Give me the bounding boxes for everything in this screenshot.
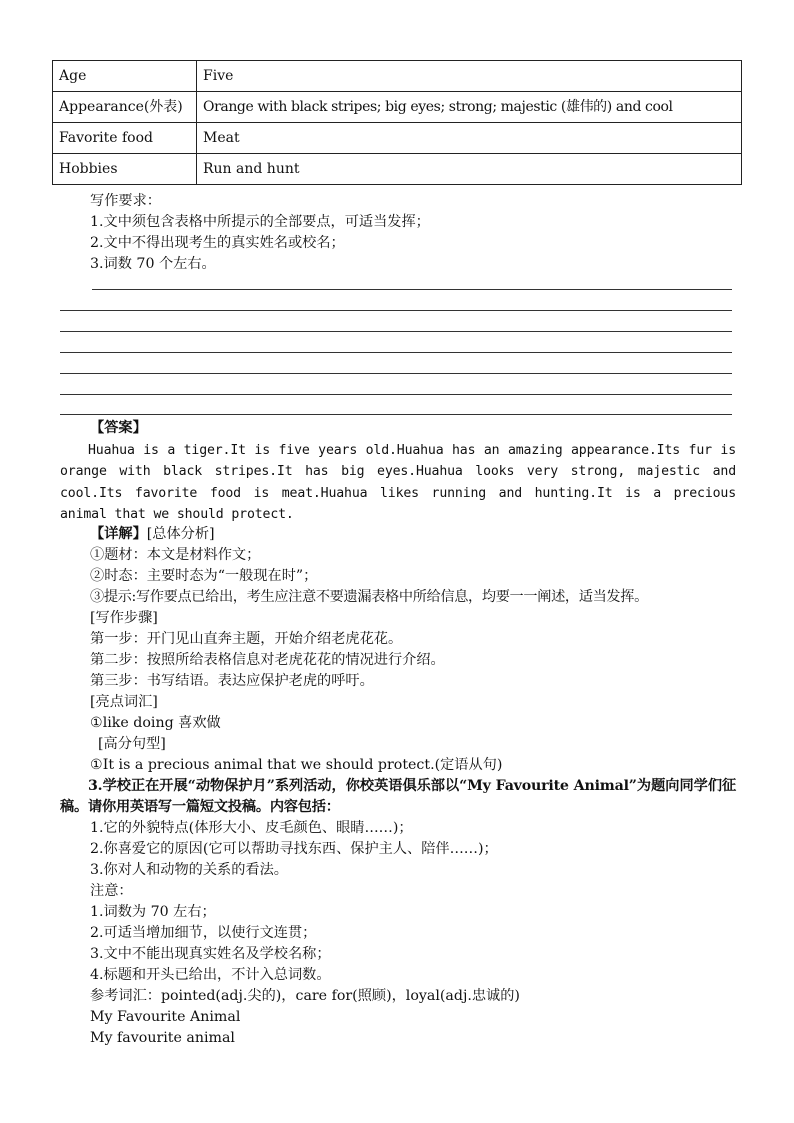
question3-item: 3.你对人和动物的关系的看法。 bbox=[90, 862, 288, 878]
note-item: 1.词数为 70 左右； bbox=[90, 904, 216, 920]
step-item: 第二步：按照所给表格信息对老虎花花的情况进行介绍。 bbox=[90, 652, 445, 668]
essay-title: My Favourite Animal bbox=[90, 1009, 241, 1025]
note-title: 注意： bbox=[90, 883, 133, 899]
table-key: Appearance(外表) bbox=[53, 92, 197, 123]
writing-line bbox=[60, 352, 732, 353]
note-item: 4.标题和开头已给出，不计入总词数。 bbox=[90, 967, 331, 983]
requirement-item: 2.文中不得出现考生的真实姓名或校名； bbox=[90, 235, 345, 251]
writing-line bbox=[60, 394, 732, 395]
writing-line bbox=[60, 331, 732, 332]
analysis-label: 【详解】 bbox=[90, 526, 147, 542]
question3-prompt bbox=[60, 776, 736, 819]
note-item: 3.文中不能出现真实姓名及学校名称； bbox=[90, 946, 331, 962]
analysis-point: ①题材：本文是材料作文； bbox=[90, 547, 261, 563]
answer-body: Huahua is a tiger.It is five years old.Huahua has an amazing appearance.Its fur is orange with black stripes.It has big eyes.Huahua looks very strong, majestic and cool.Its favorite food is meat.Huahua likes running and hunting.It is a precious animal that we should protect. bbox=[60, 443, 736, 522]
writing-line bbox=[60, 414, 732, 415]
question3-prompt-text: 3.学校正在开展“动物保护月”系列活动，你校英语俱乐部以“My Favourite Animal”为题向同学们征稿。请你用英语写一篇短文投稿。内容包括： bbox=[60, 778, 736, 816]
step-item: 第一步：开门见山直奔主题，开始介绍老虎花花。 bbox=[90, 631, 403, 647]
analysis-point: ③提示:写作要点已给出，考生应注意不要遗漏表格中所给信息，均要一一阐述，适当发挥。 bbox=[90, 589, 648, 605]
table-value: Five bbox=[197, 61, 742, 92]
answer-text bbox=[60, 440, 736, 525]
reference-vocab: 参考词汇：pointed(adj.尖的)，care for(照顾)，loyal(adj.忠诚的) bbox=[90, 988, 520, 1004]
steps-title: [写作步骤] bbox=[90, 610, 158, 626]
table-row bbox=[53, 154, 742, 185]
requirement-item: 1.文中须包含表格中所提示的全部要点，可适当发挥； bbox=[90, 214, 430, 230]
essay-opening: My favourite animal bbox=[90, 1030, 235, 1046]
tiger-info-table bbox=[52, 60, 742, 185]
table-key: Favorite food bbox=[53, 123, 197, 154]
table-row bbox=[53, 123, 742, 154]
note-item: 2.可适当增加细节，以使行文连贯； bbox=[90, 925, 317, 941]
writing-line bbox=[60, 373, 732, 374]
table-key: Age bbox=[53, 61, 197, 92]
sentence-title: [高分句型] bbox=[98, 736, 166, 752]
table-row bbox=[53, 92, 742, 123]
analysis-point: ②时态：主要时态为“一般现在时”； bbox=[90, 568, 318, 584]
table-value: Meat bbox=[197, 123, 742, 154]
vocab-title: [亮点词汇] bbox=[90, 694, 158, 710]
table-key: Hobbies bbox=[53, 154, 197, 185]
answer-label: 【答案】 bbox=[90, 420, 147, 436]
writing-line bbox=[92, 289, 732, 290]
step-item: 第三步：书写结语。表达应保护老虎的呼吁。 bbox=[90, 673, 374, 689]
analysis-header bbox=[90, 524, 215, 545]
table-value: Run and hunt bbox=[197, 154, 742, 185]
writing-line bbox=[60, 310, 732, 311]
requirements-title: 写作要求： bbox=[90, 193, 161, 209]
table-row bbox=[53, 61, 742, 92]
table-value: Orange with black stripes; big eyes; strong; majestic (雄伟的) and cool bbox=[197, 92, 742, 123]
question3-item: 2.你喜爱它的原因(它可以帮助寻找东西、保护主人、陪伴……)； bbox=[90, 841, 498, 857]
analysis-sub: [总体分析] bbox=[146, 526, 215, 542]
vocab-item: ①like doing 喜欢做 bbox=[90, 715, 221, 731]
sentence-item: ①It is a precious animal that we should protect.(定语从句) bbox=[90, 757, 503, 773]
question3-item: 1.它的外貌特点(体形大小、皮毛颜色、眼睛……)； bbox=[90, 820, 413, 836]
requirement-item: 3.词数 70 个左右。 bbox=[90, 256, 216, 272]
